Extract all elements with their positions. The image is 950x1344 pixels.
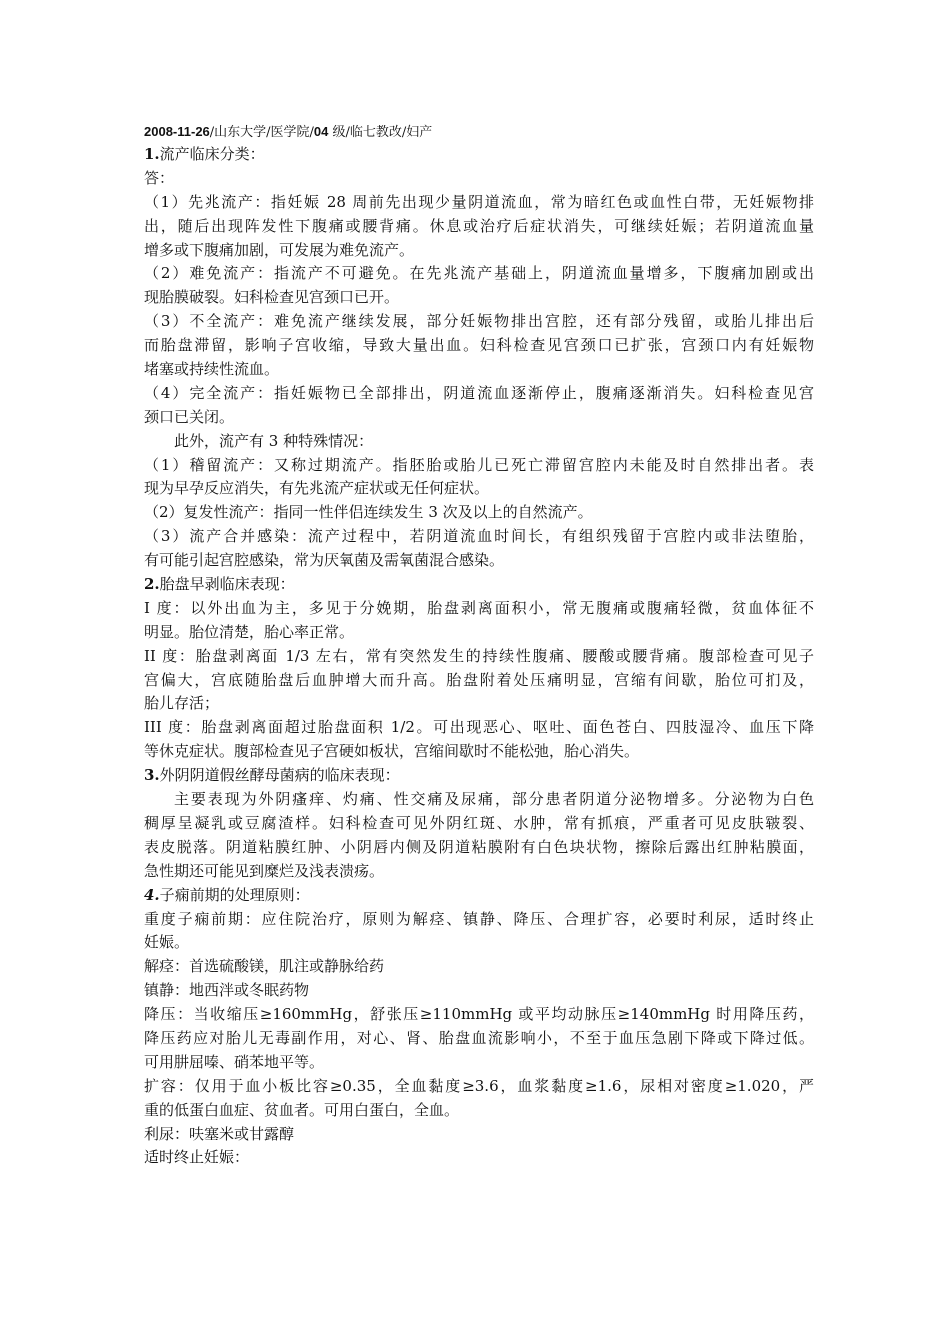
text-line: I 度：以外出血为主，多见于分娩期，胎盘剥离面积小，常无腹痛或腹痛轻微，贫血体征不	[144, 598, 814, 617]
text-line: 解痉：首选硫酸镁，肌注或静脉给药	[144, 957, 385, 976]
answer-label: 答：	[144, 168, 175, 187]
text-line: （3）不全流产：难免流产继续发展，部分妊娠物排出宫腔，还有部分残留，或胎儿排出后	[144, 312, 814, 331]
text-line: II 度：胎盘剥离面 1/3 左右，常有突然发生的持续性腹痛、腰酸或腰背痛。腹部检查可见子	[144, 646, 814, 665]
section-title: 流产临床分类：	[159, 145, 265, 163]
section-1-heading	[144, 143, 814, 167]
text-line: 等休克症状。腹部检查见子宫硬如板状，宫缩间歇时不能松弛，胎心消失。	[144, 742, 640, 761]
text-line: （3）流产合并感染：流产过程中，若阴道流血时间长，有组织残留于宫腔内或非法堕胎，	[144, 527, 814, 546]
text-line: 出，随后出现阵发性下腹痛或腰背痛。休息或治疗后症状消失，可继续妊娠；若阴道流血量	[144, 216, 814, 235]
text-line: （1）先兆流产：指妊娠 28 周前先出现少量阴道流血，常为暗红色或血性白带，无妊娠物排	[144, 192, 814, 211]
text-line: 现为早孕反应消失，有先兆流产症状或无任何症状。	[144, 479, 490, 498]
text-line: 稠厚呈凝乳或豆腐渣样。妇科检查可见外阴红斑、水肿，常有抓痕，严重者可见皮肤皲裂、	[144, 813, 814, 832]
section-number: 1.	[144, 145, 160, 163]
header-path-prefix: /山东大学/医学院/	[209, 125, 314, 140]
text-line: 利尿：呋塞米或甘露醇	[144, 1124, 295, 1143]
section-4-heading	[144, 884, 814, 908]
text-line: 扩容：仅用于血小板比容≥0.35，全血黏度≥3.6，血浆黏度≥1.6，尿相对密度≥1.020，严	[144, 1076, 814, 1095]
document-header	[144, 121, 814, 143]
text-line: 明显。胎位清楚，胎心率正常。	[144, 622, 355, 641]
text-line: 胎儿存活；	[144, 694, 220, 713]
text-line: 有可能引起宫腔感染，常为厌氧菌及需氧菌混合感染。	[144, 551, 505, 570]
text-line: 此外，流产有 3 种特殊情况：	[174, 431, 374, 450]
section-number: 4.	[144, 885, 160, 904]
text-line: 降压：当收缩压≥160mmHg，舒张压≥110mmHg 或平均动脉压≥140mmHg 时用降压药，	[144, 1005, 814, 1024]
text-line: 堵塞或持续性流血。	[144, 360, 280, 379]
text-line: 宫偏大，宫底随胎盘后血肿增大而升高。胎盘附着处压痛明显，宫缩有间歇，胎位可扪及，	[144, 670, 814, 689]
text-line: 重度子痫前期：应住院治疗，原则为解痉、镇静、降压、合理扩容，必要时利尿，适时终止	[144, 909, 814, 928]
text-line: 而胎盘滞留，影响子宫收缩，导致大量出血。妇科检查见宫颈口已扩张，宫颈口内有妊娠物	[144, 336, 814, 355]
section-number: 3.	[144, 766, 160, 785]
text-line: 主要表现为外阴瘙痒、灼痛、性交痛及尿痛，部分患者阴道分泌物增多。分泌物为白色	[174, 790, 814, 809]
text-line: 镇静：地西泮或冬眠药物	[144, 981, 310, 1000]
text-line: 适时终止妊娠：	[144, 1148, 250, 1167]
section-2-heading	[144, 573, 814, 597]
text-line: III 度：胎盘剥离面超过胎盘面积 1/2。可出现恶心、呕吐、面色苍白、四肢湿冷、血压下降	[144, 718, 814, 737]
text-line: （1）稽留流产：又称过期流产。指胚胎或胎儿已死亡滞留宫腔内未能及时自然排出者。表	[144, 455, 814, 474]
text-line: （4）完全流产：指妊娠物已全部排出，阴道流血逐渐停止，腹痛逐渐消失。妇科检查见宫	[144, 383, 814, 402]
text-line: 增多或下腹痛加剧，可发展为难免流产。	[144, 240, 415, 259]
text-line: 可用肼屈嗪、硝苯地平等。	[144, 1052, 325, 1071]
text-line: 表皮脱落。阴道粘膜红肿、小阴唇内侧及阴道粘膜附有白色块状物，擦除后露出红肿粘膜面，	[144, 837, 814, 856]
text-line: 妊娠。	[144, 933, 190, 952]
text-line: 颈口已关闭。	[144, 407, 235, 426]
section-number: 2.	[144, 575, 160, 594]
header-date: 2008-11-26	[144, 124, 210, 139]
header-path-suffix: 级/临七教改/妇产	[328, 125, 433, 140]
section-3-heading	[144, 764, 814, 788]
document-page	[144, 121, 814, 1170]
text-line: （2）难免流产：指流产不可避免。在先兆流产基础上，阴道流血量增多，下腹痛加剧或出	[144, 264, 814, 283]
section-title: 胎盘早剥临床表现：	[159, 575, 295, 594]
text-line: 降压药应对胎儿无毒副作用，对心、肾、胎盘血流影响小，不至于血压急剧下降或下降过低。	[144, 1028, 814, 1047]
text-line: 重的低蛋白血症、贫血者。可用白蛋白，全血。	[144, 1100, 460, 1119]
section-title: 子痫前期的处理原则：	[159, 885, 310, 904]
text-line: （2）复发性流产：指同一性伴侣连续发生 3 次及以上的自然流产。	[144, 503, 593, 522]
header-grade: 04	[313, 124, 329, 139]
section-title: 外阴阴道假丝酵母菌病的临床表现：	[159, 766, 400, 785]
text-line: 现胎膜破裂。妇科检查见宫颈口已开。	[144, 288, 400, 307]
text-line: 急性期还可能见到糜烂及浅表溃疡。	[144, 861, 385, 880]
